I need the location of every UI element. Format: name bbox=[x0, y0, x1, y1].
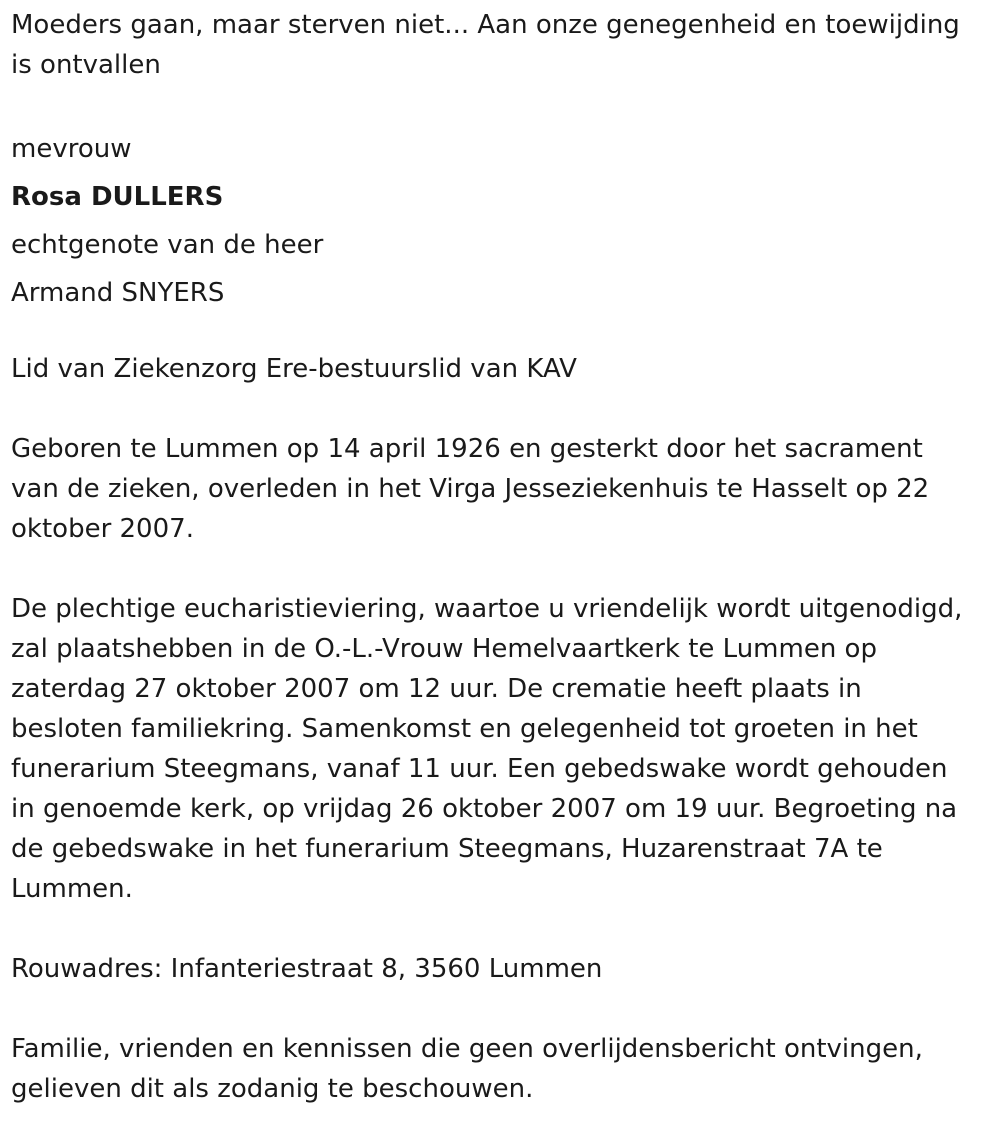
closing-line: Familie, vrienden en kennissen die geen overlijdensbericht ontvingen, bbox=[11, 1034, 923, 1064]
birth-death-line: van de zieken, overleden in het Virga Jesseziekenhuis te Hasselt op 22 bbox=[11, 474, 930, 504]
spouse-name: Armand SNYERS bbox=[11, 278, 225, 308]
honorific: mevrouw bbox=[11, 134, 132, 164]
spacer bbox=[11, 389, 991, 429]
ceremony-line: zaterdag 27 oktober 2007 om 12 uur. De crematie heeft plaats in bbox=[11, 674, 862, 704]
ceremony-line: besloten familiekring. Samenkomst en gelegenheid tot groeten in het bbox=[11, 714, 918, 744]
birth-death-line: oktober 2007. bbox=[11, 514, 194, 544]
birth-death-line: Geboren te Lummen op 14 april 1926 en gesterkt door het sacrament bbox=[11, 434, 923, 464]
spacer bbox=[11, 989, 991, 1029]
membership-line: Lid van Ziekenzorg Ere-bestuurslid van KAV bbox=[11, 354, 577, 384]
closing-line: gelieven dit als zodanig te beschouwen. bbox=[11, 1074, 534, 1104]
ceremony-line: Lummen. bbox=[11, 874, 133, 904]
ceremony-line: De plechtige eucharistieviering, waartoe u vriendelijk wordt uitgenodigd, bbox=[11, 594, 963, 624]
address-paragraph bbox=[11, 949, 991, 989]
ceremony-paragraph bbox=[11, 589, 991, 909]
spacer bbox=[11, 85, 991, 125]
closing-paragraph bbox=[11, 1029, 991, 1109]
membership-paragraph bbox=[11, 349, 991, 389]
birth-death-paragraph bbox=[11, 429, 991, 549]
ceremony-line: funerarium Steegmans, vanaf 11 uur. Een gebedswake wordt gehouden bbox=[11, 754, 948, 784]
ceremony-line: in genoemde kerk, op vrijdag 26 oktober 2007 om 19 uur. Begroeting na bbox=[11, 794, 958, 824]
intro-line: Moeders gaan, maar sterven niet... Aan onze genegenheid en toewijding bbox=[11, 10, 960, 40]
ceremony-line: de gebedswake in het funerarium Steegmans, Huzarenstraat 7A te bbox=[11, 834, 883, 864]
intro-paragraph bbox=[11, 5, 991, 85]
deceased-name: Rosa DULLERS bbox=[11, 182, 224, 212]
relation-label: echtgenote van de heer bbox=[11, 230, 324, 260]
spacer bbox=[11, 549, 991, 589]
person-block bbox=[11, 125, 991, 317]
address-line: Rouwadres: Infanteriestraat 8, 3560 Lummen bbox=[11, 954, 603, 984]
spacer bbox=[11, 317, 991, 349]
intro-line: is ontvallen bbox=[11, 50, 161, 80]
ceremony-line: zal plaatshebben in de O.-L.-Vrouw Hemelvaartkerk te Lummen op bbox=[11, 634, 877, 664]
spacer bbox=[11, 909, 991, 949]
